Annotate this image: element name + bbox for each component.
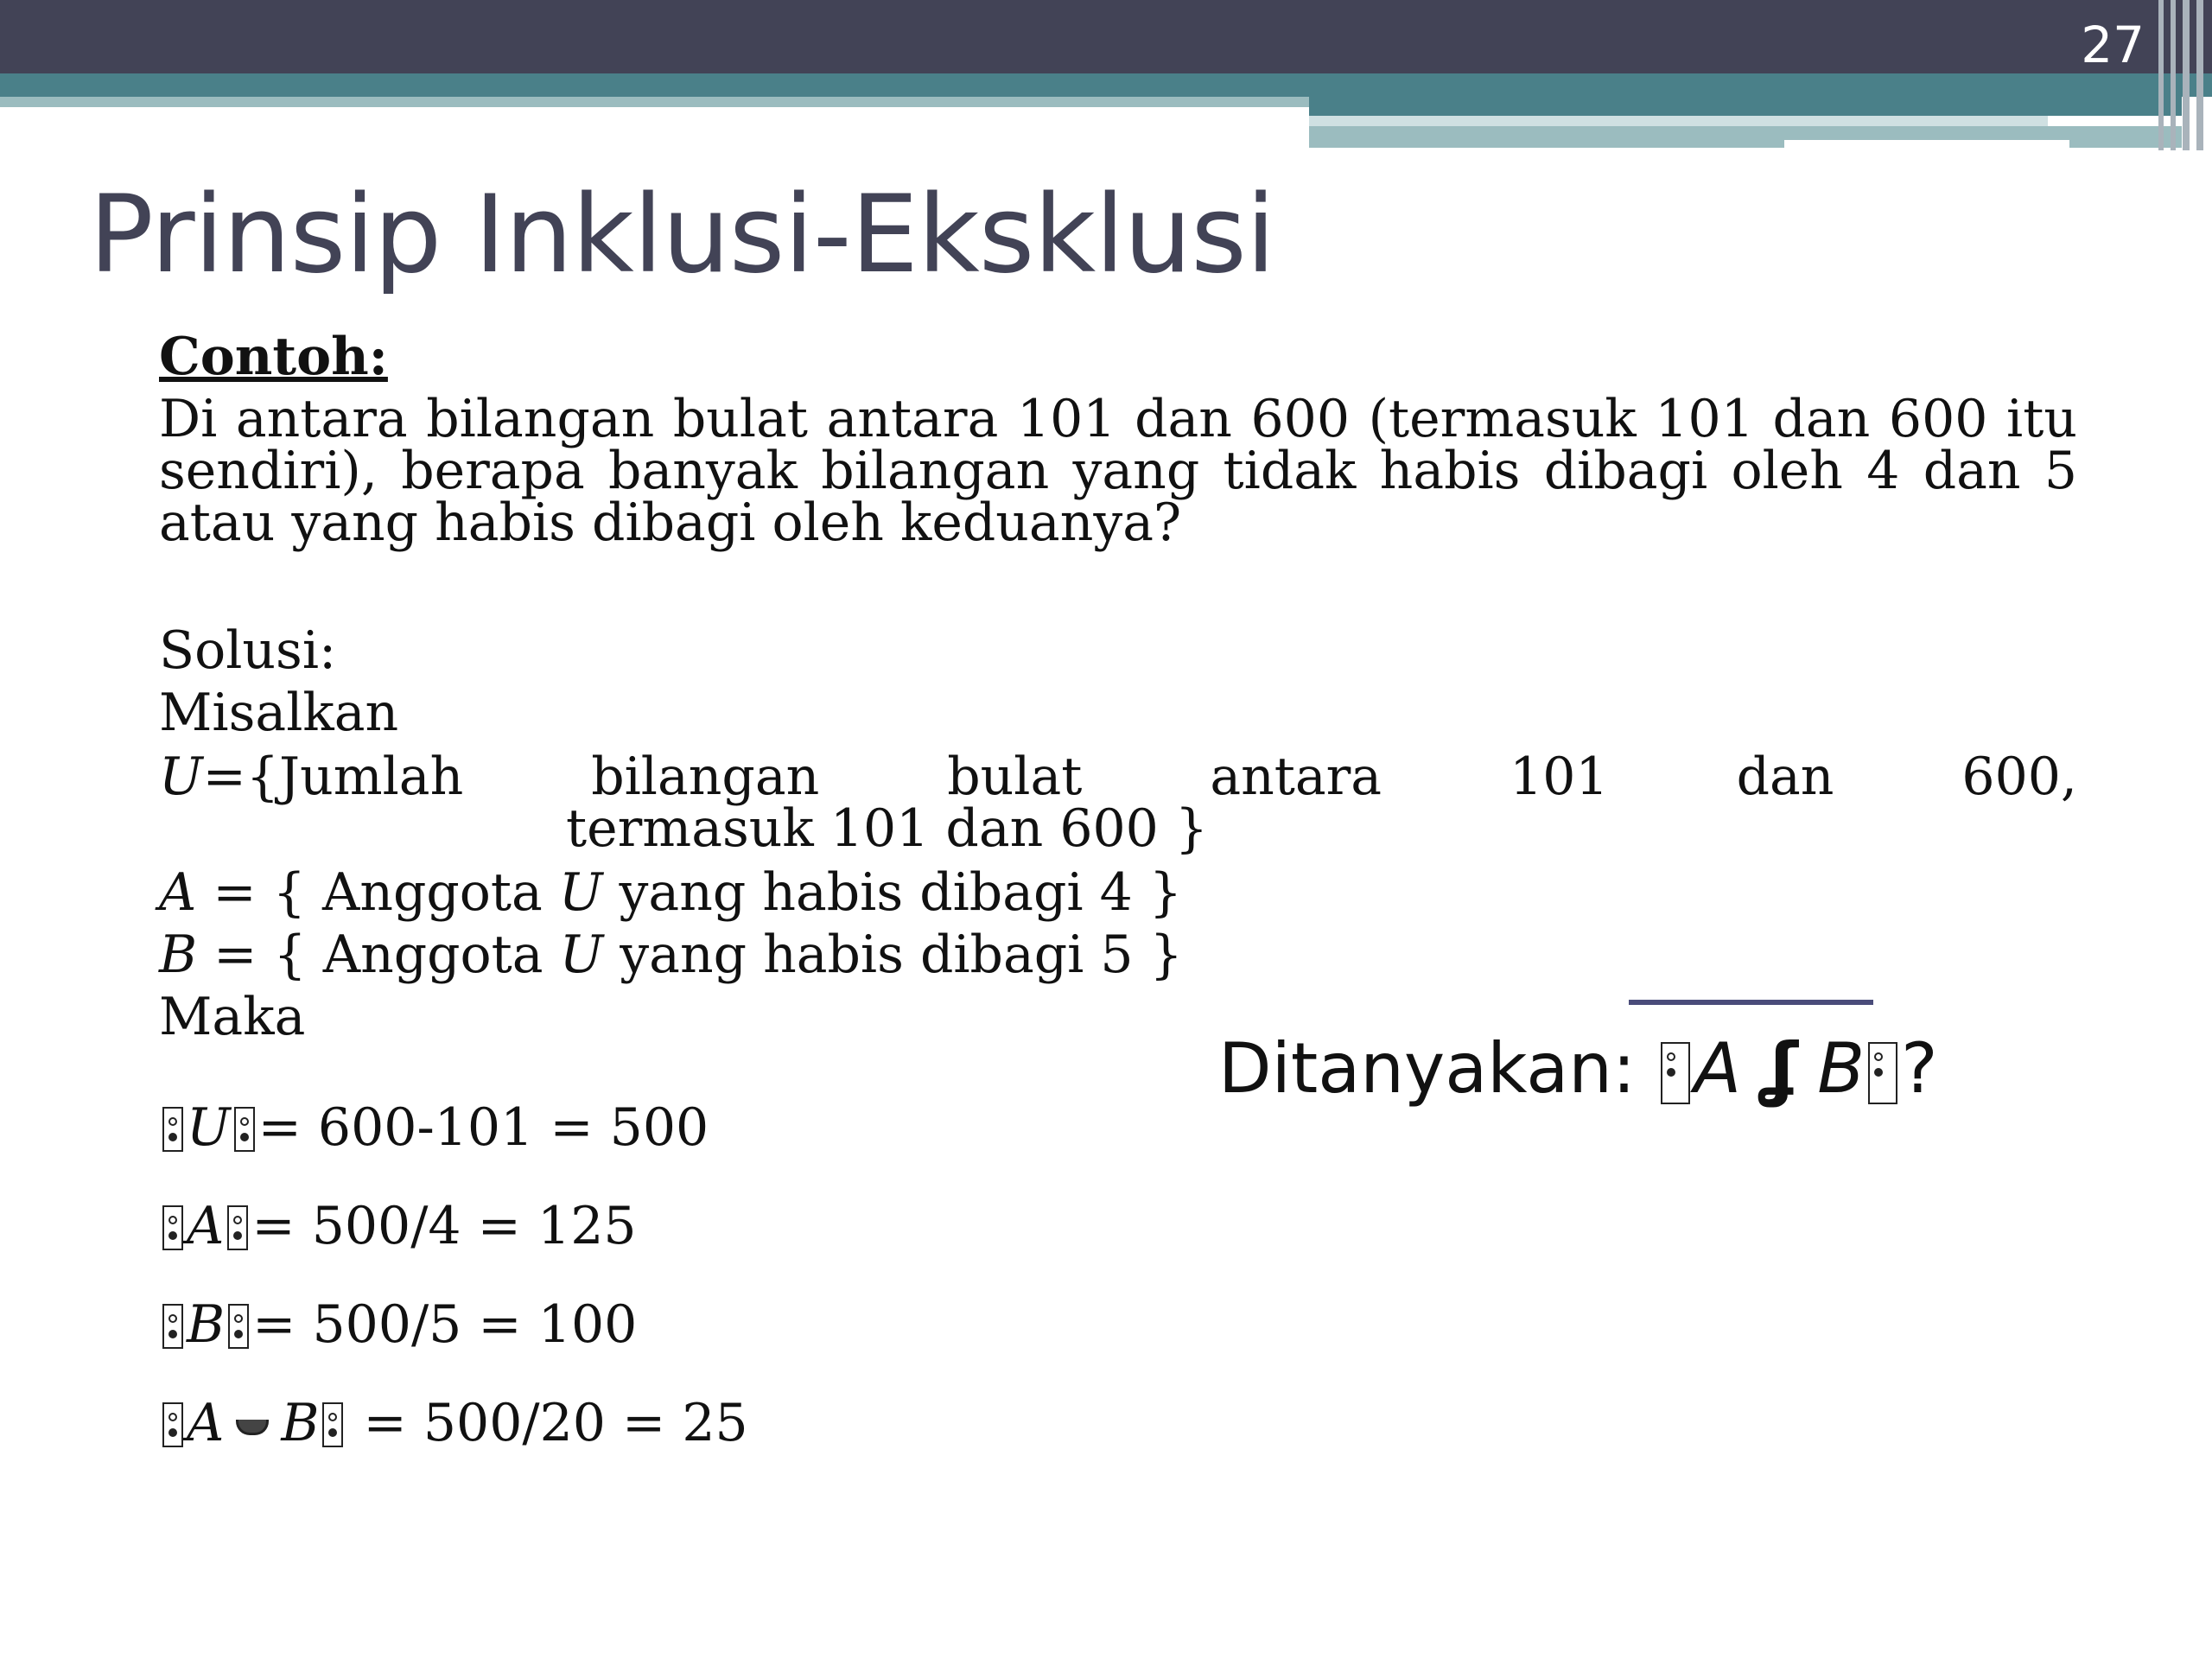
header-bar-dark bbox=[0, 0, 2212, 73]
abs-bar-icon bbox=[1868, 1042, 1897, 1104]
u-word: bulat bbox=[947, 747, 1083, 807]
slide-number: 27 bbox=[2081, 16, 2145, 74]
u-word: antara bbox=[1210, 747, 1382, 807]
slide-title: Prinsip Inklusi-Eksklusi bbox=[89, 173, 1275, 297]
union-symbol: ʆ bbox=[1760, 1028, 1799, 1109]
u-definition-head: U={Jumlah bbox=[159, 747, 464, 807]
abs-bar-icon bbox=[1661, 1042, 1690, 1104]
header-accent-white bbox=[1784, 140, 2069, 148]
intersection-icon bbox=[236, 1420, 269, 1435]
complement-overline bbox=[1629, 1000, 1873, 1005]
u-definition-line2: termasuk 101 dan 600 } bbox=[566, 798, 1209, 859]
question-text: Di antara bilangan bulat antara 101 dan 600 (termasuk 101 dan 600 itu sendiri), berapa banyak bilangan yang tidak habis dibagi oleh 4 dan 5 atau yang habis dibagi oleh keduanya? bbox=[159, 389, 2077, 553]
solution-label: Solusi: bbox=[159, 620, 337, 681]
equation-u: U = 600-101 = 500 bbox=[159, 1099, 709, 1156]
b-definition: B = { Anggota U yang habis dibagi 5 } bbox=[159, 925, 1183, 985]
u-word: 600, bbox=[1961, 747, 2077, 807]
abs-bar-icon bbox=[162, 1205, 183, 1250]
header-stripes bbox=[2158, 0, 2212, 150]
header-bar-light bbox=[0, 97, 1309, 107]
header-bar-teal bbox=[0, 73, 2212, 97]
u-definition-line1 bbox=[159, 748, 2077, 805]
header-accent-teal bbox=[1309, 97, 2182, 116]
abs-bar-icon bbox=[162, 1107, 183, 1152]
abs-bar-icon bbox=[228, 1304, 249, 1349]
header-accent-light bbox=[1309, 116, 2048, 126]
let-label: Misalkan bbox=[159, 683, 399, 743]
equation-b: B = 500/5 = 100 bbox=[159, 1296, 637, 1353]
abs-bar-icon bbox=[322, 1402, 343, 1447]
u-word: dan bbox=[1736, 747, 1834, 807]
u-word: bilangan bbox=[591, 747, 820, 807]
asked-expression: Ditanyakan: A ʆ B ? bbox=[1218, 1028, 1938, 1109]
then-label: Maka bbox=[159, 987, 306, 1047]
equation-a: A = 500/4 = 125 bbox=[159, 1198, 637, 1255]
abs-bar-icon bbox=[234, 1107, 255, 1152]
equation-a-intersect-b: A B = 500/20 = 25 bbox=[159, 1395, 748, 1452]
abs-bar-icon bbox=[162, 1402, 183, 1447]
abs-bar-icon bbox=[227, 1205, 248, 1250]
example-heading: Contoh: bbox=[159, 327, 388, 387]
u-word: 101 bbox=[1510, 747, 1609, 807]
abs-bar-icon bbox=[162, 1304, 183, 1349]
a-definition: A = { Anggota U yang habis dibagi 4 } bbox=[159, 862, 1183, 923]
